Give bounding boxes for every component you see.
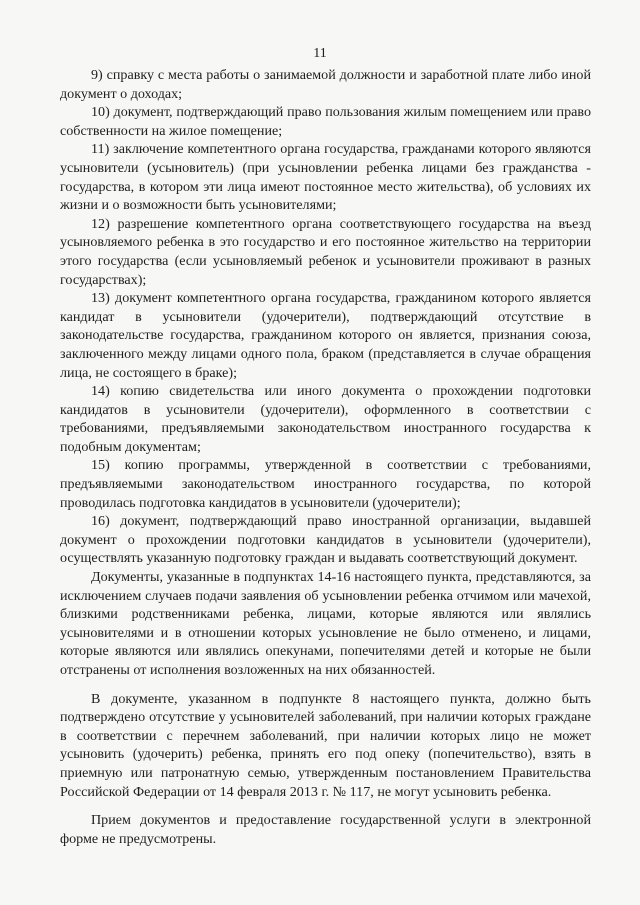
- item-12: 12) разрешение компетентного органа соответствующего государства на въезд усыновляемого ребенка в это государство и его постоянное жительство на территории этого государства (если усыновляемый ребенок и усыновители проживают в разных государствах);: [60, 215, 591, 288]
- item-15: 15) копию программы, утвержденной в соответствии с требованиями, предъявляемыми законодательством иностранного государства, по которой проводилась подготовка кандидатов в усыновители (удочерители);: [60, 457, 591, 511]
- item-13: 13) документ компетентного органа государства, гражданином которого является кандидат в усыновители (удочерители), подтверждающий отсутствие в законодательстве государства, гражданином которого он является, признания союза, заключенного между лицами одного пола, браком (представляется в случае обращения лица, не состоящего в браке);: [60, 290, 591, 381]
- item-14: 14) копию свидетельства или иного документа о прохождении подготовки кандидатов в усыновители (удочерители), оформленного в соответствии с требованиями, предъявляемыми законодательством иностранного государства к подобным документам;: [60, 383, 591, 455]
- item-9: 9) справку с места работы о занимаемой должности и заработной плате либо иной документ о доходах;: [60, 67, 591, 102]
- documents-exemption-paragraph: Документы, указанные в подпунктах 14-16 настоящего пункта, представляются, за исключением случаев подачи заявления об усыновлении ребенка отчимом или мачехой, близкими родственниками ребенка, лицами, которые являются или являлись усыновителями и в отношении которых усыновление не было отменено, и лицами, которые являются или являлись опекунами, попечителями детей и которые не были отстранены от исполнения возложенных на них обязанностей.: [60, 569, 591, 678]
- medical-certificate-paragraph: В документе, указанном в подпункте 8 настоящего пункта, должно быть подтверждено отсутствие у усыновителей заболеваний, при наличии которых граждане в соответствии с перечнем заболеваний, при наличии которых лицо не может усыновить (удочерить) ребенка, принять его под опеку (попечительство), взять в приемную или патронатную семью, утвержденным постановлением Правительства Российской Федерации от 14 февраля 2013 г. № 117, не могут усыновить ребенка.: [60, 690, 591, 800]
- page-number: 11: [313, 46, 327, 61]
- electronic-form-paragraph: Прием документов и предоставление государственной услуги в электронной форме не предусмотрены.: [60, 812, 591, 847]
- item-16: 16) документ, подтверждающий право иностранной организации, выдавшей документ о прохождении подготовки кандидатов в усыновители (удочерители), осуществлять указанную подготовку граждан и выдавать соответствующий документ.: [60, 513, 591, 567]
- item-11: 11) заключение компетентного органа государства, гражданами которого являются усыновители (усыновитель) (при усыновлении ребенка лицами без гражданства - государства, в котором эти лица имеют постоянное место жительства), об условиях их жизни и о возможности быть усыновителями;: [60, 141, 591, 214]
- item-10: 10) документ, подтверждающий право пользования жилым помещением или право собственности на жилое помещение;: [60, 104, 591, 139]
- document-body: [60, 66, 591, 848]
